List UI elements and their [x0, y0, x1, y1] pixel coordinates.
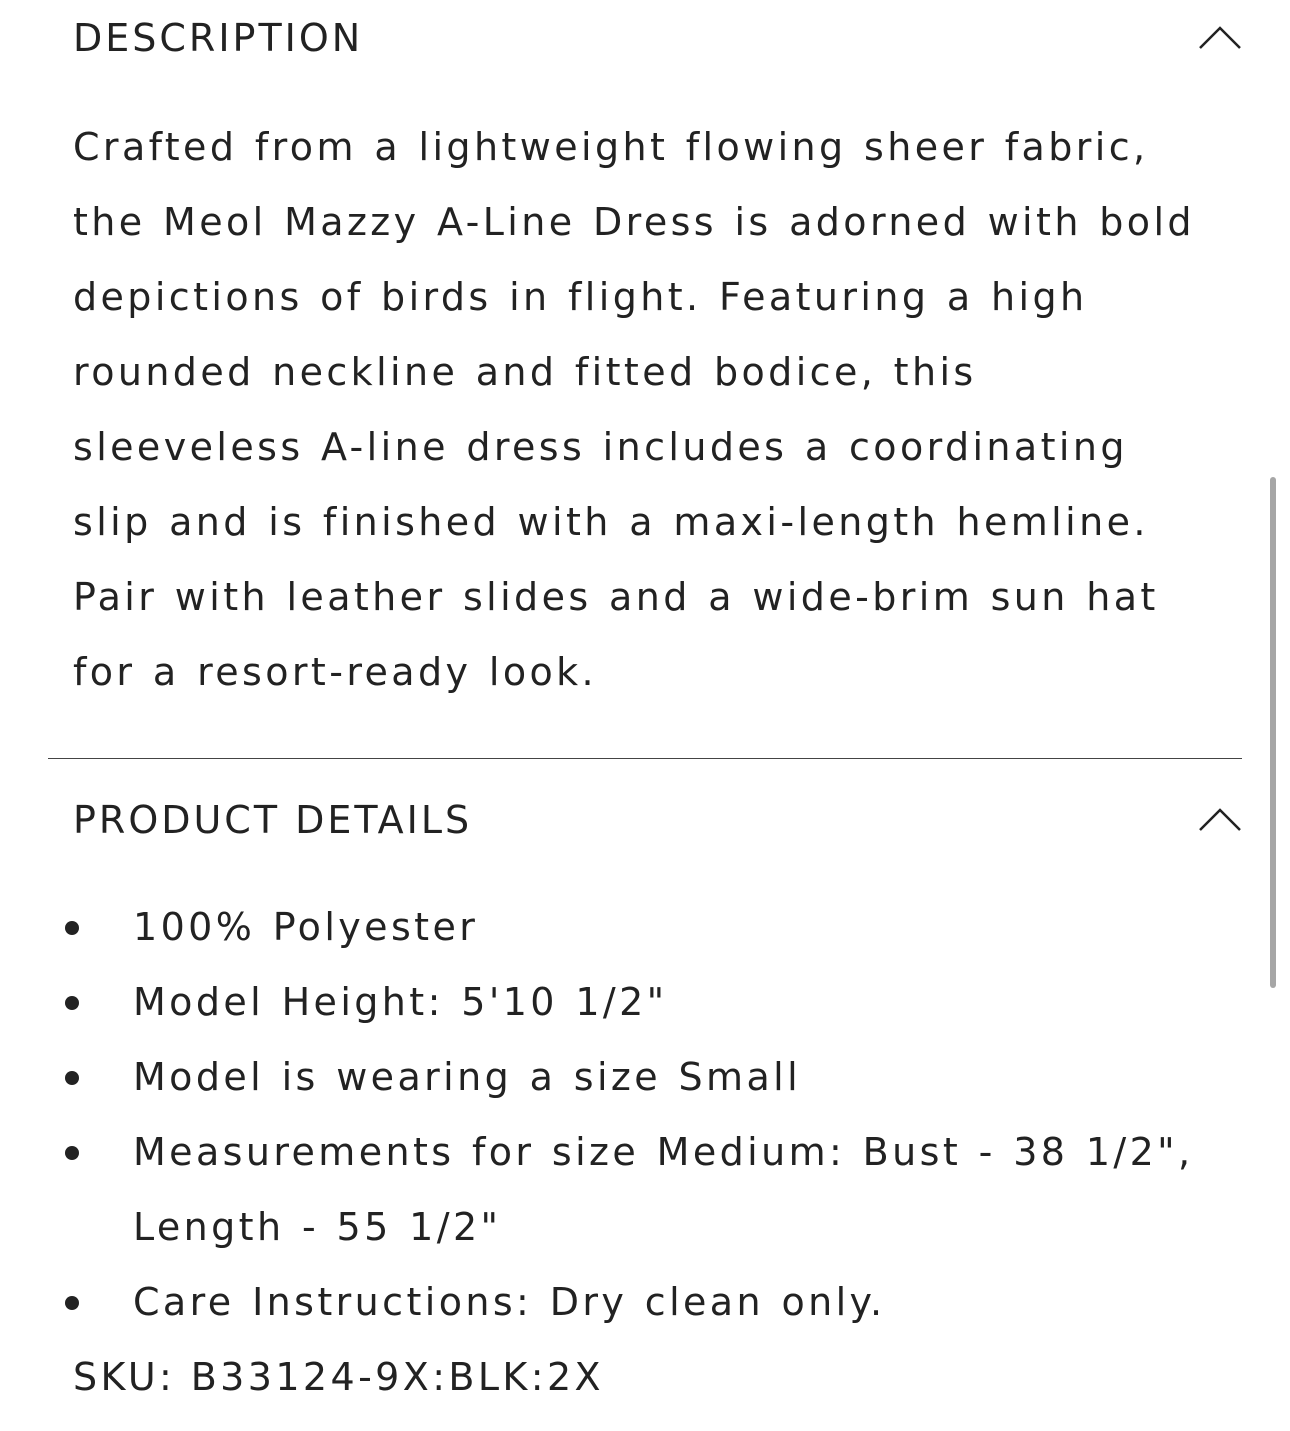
- section-divider: [48, 758, 1242, 759]
- product-details-accordion-header[interactable]: [73, 798, 1242, 842]
- list-item: [0, 890, 1260, 965]
- detail-text: Model Height: 5'10 1/2": [133, 980, 668, 1024]
- list-item: [0, 965, 1260, 1040]
- description-line: the Meol Mazzy A-Line Dress is adorned with bold: [73, 200, 1195, 244]
- description-line: slip and is finished with a maxi-length hemline.: [73, 500, 1149, 544]
- detail-text: Care Instructions: Dry clean only.: [133, 1280, 886, 1324]
- chevron-up-icon[interactable]: [1198, 25, 1242, 51]
- description-line: Crafted from a lightweight flowing sheer fabric,: [73, 125, 1149, 169]
- detail-text: Model is wearing a size Small: [133, 1055, 802, 1099]
- list-item: [0, 1115, 1260, 1265]
- product-details-title: PRODUCT DETAILS: [73, 798, 473, 842]
- bullet-icon: [65, 1146, 79, 1160]
- description-line: for a resort-ready look.: [73, 650, 598, 694]
- scrollbar-thumb[interactable]: [1270, 477, 1276, 988]
- bullet-icon: [65, 996, 79, 1010]
- detail-text: Measurements for size Medium: Bust - 38 1/2", Length - 55 1/2": [133, 1130, 1194, 1249]
- description-accordion-header[interactable]: [73, 16, 1242, 60]
- description-line: rounded neckline and fitted bodice, this: [73, 350, 977, 394]
- description-line: Pair with leather slides and a wide-brim sun hat: [73, 575, 1159, 619]
- product-details-list: [0, 890, 1260, 1340]
- sku-label: SKU: B33124-9X:BLK:2X: [73, 1355, 604, 1399]
- list-item: [0, 1265, 1260, 1340]
- detail-text: 100% Polyester: [133, 905, 479, 949]
- description-title: DESCRIPTION: [73, 16, 364, 60]
- bullet-icon: [65, 1071, 79, 1085]
- description-line: depictions of birds in flight. Featuring a high: [73, 275, 1088, 319]
- list-item: [0, 1040, 1260, 1115]
- description-line: sleeveless A-line dress includes a coordinating: [73, 425, 1128, 469]
- chevron-up-icon[interactable]: [1198, 807, 1242, 833]
- bullet-icon: [65, 1296, 79, 1310]
- bullet-icon: [65, 921, 79, 935]
- description-body: [73, 110, 1243, 710]
